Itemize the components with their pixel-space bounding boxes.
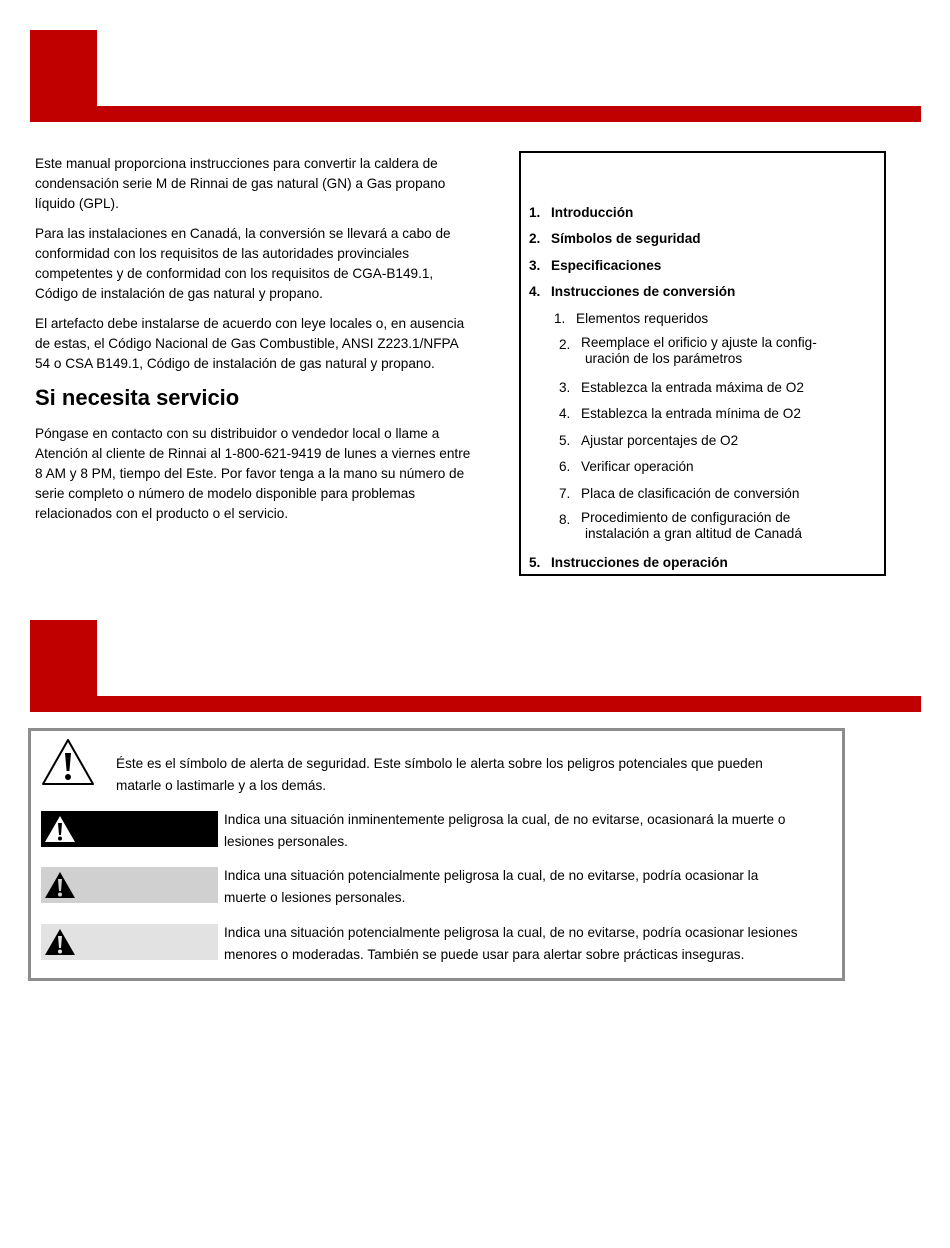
danger-row <box>41 811 832 857</box>
toc-item[interactable] <box>529 553 878 579</box>
section-marker-1 <box>30 30 97 106</box>
toc-item-label: Introducción <box>551 205 634 220</box>
toc-subitem-line: uración de los parámetros <box>585 351 743 367</box>
toc-subitem[interactable] <box>534 457 883 483</box>
warning-triangle-icon <box>43 870 77 900</box>
toc-subitem-label: Verificar operación <box>581 459 694 475</box>
alert-symbol-row <box>41 737 832 793</box>
section-marker-2 <box>30 620 97 696</box>
safety-alert-icon <box>41 737 95 794</box>
toc-subitem-number: 2. <box>559 336 571 352</box>
caution-label <box>41 924 218 960</box>
intro-paragraph-3: El artefacto debe instalarse de acuerdo con leye locales o, en ausencia de estas, el Código Nacional de Gas Combustible, ANSI Z223.1/NFPA 54 o CSA B149.1, Código de instalación de gas natural y propano. <box>35 316 465 371</box>
toc-item-label: Especificaciones <box>551 257 662 273</box>
toc-subitem-line: Reemplace el orificio y ajuste la config- <box>581 334 817 350</box>
toc-item-number: 3. <box>529 257 541 273</box>
toc-item-number: 5. <box>529 554 541 570</box>
warning-row <box>41 867 832 913</box>
toc-subitem-number: 1. <box>554 310 566 326</box>
intro-paragraph-2: Para las instalaciones en Canadá, la conversión se llevará a cabo de conformidad con los requisitos de las autoridades provinciales competentes y de conformidad con los requisitos de CGA-B149.1, Código de instalación de gas natural y propano. <box>35 226 451 301</box>
toc-subitem-label: Establezca la entrada máxima de O2 <box>581 379 804 395</box>
toc-item[interactable] <box>529 282 878 308</box>
toc-subitem-line: instalación a gran altitud de Canadá <box>585 526 802 542</box>
toc-subitem-label <box>581 335 817 368</box>
toc-subitem-number: 4. <box>559 406 571 422</box>
toc-item-number: 2. <box>529 231 541 247</box>
section-rule-2 <box>30 696 921 712</box>
danger-label <box>41 811 218 847</box>
table-of-contents <box>519 151 886 576</box>
toc-subitem-number: 6. <box>559 459 571 475</box>
warning-text: Indica una situación potencialmente peligrosa la cual, de no evitarse, podría ocasionar la muerte o lesiones personales. <box>224 868 759 905</box>
service-paragraph: Póngase en contacto con su distribuidor o vendedor local o llame a Atención al cliente de Rinnai al 1-800-621-9419 de lunes a viernes entre 8 AM y 8 PM, tiempo del Este. Por favor tenga a la mano su número de serie completo o número de modelo disponible para problemas relacionados con el producto o el servicio. <box>35 426 471 521</box>
toc-subitem[interactable] <box>534 431 883 457</box>
toc-item[interactable] <box>529 203 878 229</box>
toc-subitem[interactable] <box>534 484 883 510</box>
toc-subitem-number: 3. <box>559 379 571 395</box>
intro-paragraph-1: Este manual proporciona instrucciones para convertir la caldera de condensación serie M de Rinnai de gas natural (GN) a Gas propano líquido (GPL). <box>35 156 446 211</box>
toc-list <box>529 203 878 579</box>
warning-triangle-icon <box>43 927 77 957</box>
warning-label <box>41 867 218 903</box>
toc-subitem[interactable] <box>534 404 883 430</box>
toc-subitem-label: Elementos requeridos <box>576 310 709 326</box>
toc-subitem-label: Ajustar porcentajes de O2 <box>581 432 739 448</box>
toc-item-label: Instrucciones de operación <box>551 554 728 570</box>
intro-column <box>35 154 475 534</box>
toc-subitem[interactable] <box>534 510 883 553</box>
alert-symbol-text: Éste es el símbolo de alerta de seguridad. Este símbolo le alerta sobre los peligros potenciales que pueden matarle o lastimarle y a los demás. <box>116 756 763 793</box>
toc-subitem-number: 8. <box>559 511 571 527</box>
toc-subitem-label: Establezca la entrada mínima de O2 <box>581 406 801 422</box>
toc-item-label: Instrucciones de conversión <box>551 284 736 300</box>
toc-subitem-number: 5. <box>559 432 571 448</box>
toc-subitem-number: 7. <box>559 485 571 501</box>
toc-item-number: 1. <box>529 205 541 220</box>
section-rule-1 <box>30 106 921 122</box>
danger-text: Indica una situación inminentemente peligrosa la cual, de no evitarse, ocasionará la muerte o lesiones personales. <box>224 812 786 849</box>
toc-subitem-label <box>581 510 802 543</box>
toc-subitem[interactable] <box>534 335 883 378</box>
toc-item-number: 4. <box>529 284 541 300</box>
toc-subitem[interactable] <box>529 309 878 335</box>
toc-subitem-line: Procedimiento de configuración de <box>581 509 791 525</box>
caution-row <box>41 924 832 970</box>
toc-subitem[interactable] <box>534 378 883 404</box>
toc-item[interactable] <box>529 256 878 282</box>
service-heading: Si necesita servicio <box>35 385 240 410</box>
warning-triangle-icon <box>43 814 77 844</box>
toc-item[interactable] <box>529 229 878 255</box>
caution-text: Indica una situación potencialmente peligrosa la cual, de no evitarse, podría ocasionar lesiones menores o moderadas. También se puede usar para alertar sobre prácticas inseguras. <box>224 925 798 962</box>
safety-symbols-box <box>28 728 845 981</box>
toc-subitem-label: Placa de clasificación de conversión <box>581 485 800 501</box>
toc-item-label: Símbolos de seguridad <box>551 231 701 247</box>
